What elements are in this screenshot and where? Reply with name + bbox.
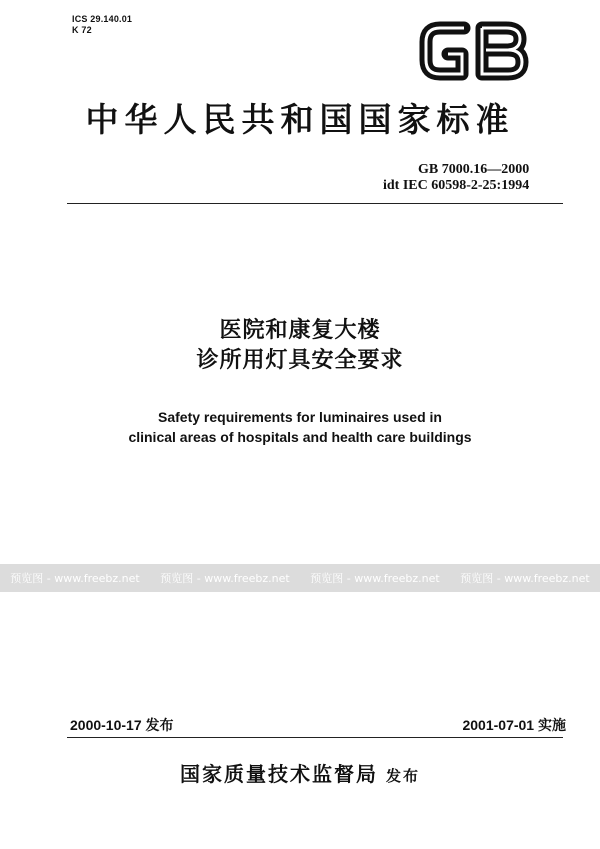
main-title: 中华人民共和国国家标准	[85, 100, 515, 139]
publisher-suffix: 发布	[385, 767, 420, 785]
chinese-title-line1: 医院和康复大楼	[219, 318, 381, 343]
gb-logo	[414, 14, 534, 88]
watermark-band	[0, 564, 600, 592]
issue-date: 2000-10-17 发布	[70, 717, 174, 733]
ccs-code: K 72	[72, 25, 92, 35]
implementation-date: 2001-07-01 实施	[462, 717, 566, 733]
chinese-title	[0, 316, 600, 376]
publisher	[0, 760, 600, 790]
standard-number: GB 7000.16—2000	[418, 162, 530, 177]
publisher-name: 国家质量技术监督局	[179, 762, 378, 786]
top-rule	[67, 203, 563, 204]
chinese-title-line2: 诊所用灯具安全要求	[196, 348, 404, 373]
watermark-text: 预览图 - www.freebz.net	[460, 572, 590, 585]
classification-codes	[72, 14, 132, 36]
bottom-rule	[67, 737, 563, 738]
english-title	[0, 407, 600, 447]
watermark-text: 预览图 - www.freebz.net	[160, 572, 290, 585]
ics-code: ICS 29.140.01	[72, 14, 133, 24]
watermark-text: 预览图 - www.freebz.net	[310, 572, 440, 585]
date-row	[70, 715, 566, 735]
english-title-line1: Safety requirements for luminaires used in	[158, 409, 442, 425]
standard-equivalence: idt IEC 60598-2-25:1994	[383, 178, 530, 193]
standard-identifier	[383, 162, 529, 194]
english-title-line2: clinical areas of hospitals and health care buildings	[128, 429, 472, 445]
watermark-text: 预览图 - www.freebz.net	[10, 572, 140, 585]
